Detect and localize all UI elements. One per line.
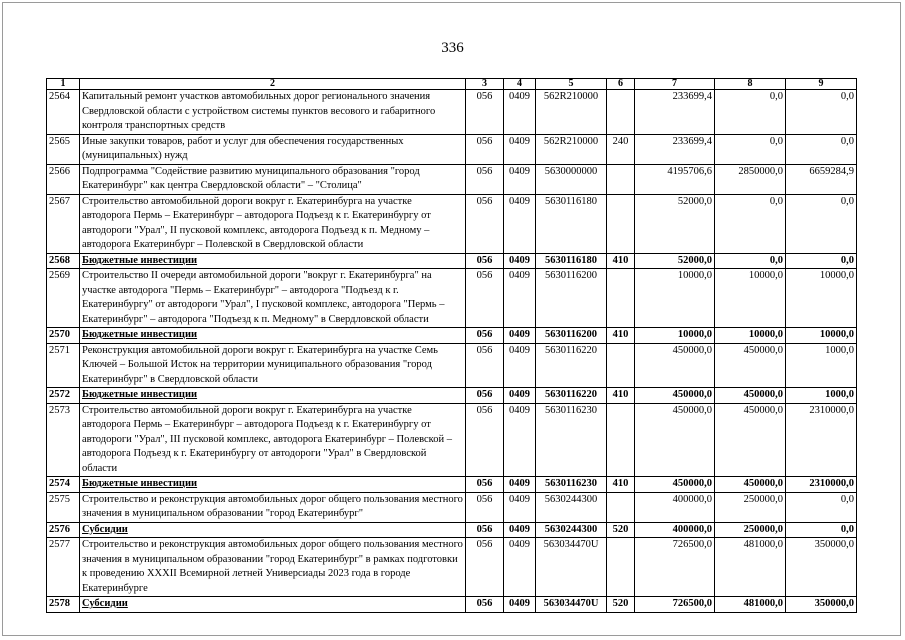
table-row: [47, 477, 857, 493]
row-amount-7: 450000,0: [635, 403, 715, 477]
row-code-expense-type: [607, 538, 635, 597]
row-code-ministry: 056: [466, 388, 504, 404]
row-amount-9: 2310000,0: [786, 477, 857, 493]
row-amount-8: 450000,0: [715, 343, 786, 388]
row-code-target: 5630116220: [536, 388, 607, 404]
row-code-expense-type: [607, 269, 635, 328]
row-code-expense-type: 520: [607, 597, 635, 613]
row-number: 2578: [47, 597, 80, 613]
row-amount-7: 10000,0: [635, 269, 715, 328]
row-code-section: 0409: [504, 194, 536, 253]
row-code-section: 0409: [504, 269, 536, 328]
row-code-section: 0409: [504, 403, 536, 477]
row-code-ministry: 056: [466, 403, 504, 477]
row-code-expense-type: [607, 164, 635, 194]
row-code-expense-type: [607, 492, 635, 522]
row-name: Строительство автомобильной дороги вокруг г. Екатеринбурга на участке автодорога Пермь – Екатеринбург – автодорога Подъезд к г. Екатеринбургу от автодороги "Урал", II пусковой комплекс, автодорога Подъезд к п. Медному – автодорога Екатеринбург – Полевской в Свердловской области: [80, 194, 466, 253]
row-amount-7: 726500,0: [635, 597, 715, 613]
row-code-expense-type: 410: [607, 253, 635, 269]
row-number: 2569: [47, 269, 80, 328]
budget-table: [46, 78, 857, 613]
row-code-section: 0409: [504, 164, 536, 194]
row-code-section: 0409: [504, 388, 536, 404]
row-code-expense-type: 240: [607, 134, 635, 164]
row-amount-9: 1000,0: [786, 343, 857, 388]
row-code-ministry: 056: [466, 343, 504, 388]
row-amount-7: 52000,0: [635, 194, 715, 253]
column-header-6: 6: [607, 79, 635, 90]
row-number: 2567: [47, 194, 80, 253]
row-code-target: 5630116220: [536, 343, 607, 388]
row-code-section: 0409: [504, 328, 536, 344]
row-code-section: 0409: [504, 477, 536, 493]
row-name: Строительство II очереди автомобильной дороги "вокруг г. Екатеринбурга" на участке автодорога "Пермь – Екатеринбург" – автодорога "Подъезд к г. Екатеринбургу" от автодороги "Урал", I пусковой комплекс, автодорога "Пермь – Екатеринбург" – автодорога "Подъезд к п. Медному" в Свердловской области: [80, 269, 466, 328]
row-number: 2568: [47, 253, 80, 269]
row-amount-8: 0,0: [715, 194, 786, 253]
row-code-section: 0409: [504, 538, 536, 597]
row-code-target: 5630244300: [536, 522, 607, 538]
row-name: Субсидии: [80, 597, 466, 613]
column-header-9: 9: [786, 79, 857, 90]
row-amount-9: 2310000,0: [786, 403, 857, 477]
row-amount-7: 10000,0: [635, 328, 715, 344]
row-number: 2571: [47, 343, 80, 388]
table-row: [47, 522, 857, 538]
row-code-ministry: 056: [466, 164, 504, 194]
row-amount-8: 250000,0: [715, 522, 786, 538]
row-amount-8: 450000,0: [715, 477, 786, 493]
row-amount-7: 233699,4: [635, 134, 715, 164]
row-code-ministry: 056: [466, 597, 504, 613]
row-amount-9: 0,0: [786, 253, 857, 269]
row-number: 2564: [47, 90, 80, 135]
table-row: [47, 269, 857, 328]
row-code-ministry: 056: [466, 269, 504, 328]
row-code-section: 0409: [504, 597, 536, 613]
column-header-3: 3: [466, 79, 504, 90]
row-code-ministry: 056: [466, 477, 504, 493]
row-code-expense-type: 410: [607, 328, 635, 344]
row-amount-8: 450000,0: [715, 388, 786, 404]
row-code-ministry: 056: [466, 328, 504, 344]
row-code-target: 5630116200: [536, 328, 607, 344]
row-name: Строительство и реконструкция автомобильных дорог общего пользования местного значения в муниципальном образовании "город Екатеринбург": [80, 492, 466, 522]
row-code-section: 0409: [504, 90, 536, 135]
row-amount-8: 250000,0: [715, 492, 786, 522]
table-row: [47, 328, 857, 344]
row-code-expense-type: 520: [607, 522, 635, 538]
table-row: [47, 597, 857, 613]
row-amount-7: 400000,0: [635, 522, 715, 538]
row-amount-9: 350000,0: [786, 538, 857, 597]
row-amount-9: 6659284,9: [786, 164, 857, 194]
row-name: Бюджетные инвестиции: [80, 477, 466, 493]
table-row: [47, 90, 857, 135]
row-code-expense-type: 410: [607, 477, 635, 493]
row-code-ministry: 056: [466, 194, 504, 253]
row-amount-9: 350000,0: [786, 597, 857, 613]
row-code-target: 563034470U: [536, 597, 607, 613]
row-number: 2573: [47, 403, 80, 477]
row-code-expense-type: [607, 194, 635, 253]
column-header-4: 4: [504, 79, 536, 90]
row-name: Строительство и реконструкция автомобильных дорог общего пользования местного значения в муниципальном образовании "город Екатеринбург" в рамках подготовки к проведению XXXII Всемирной летней Универсиады 2023 года в городе Екатеринбурге: [80, 538, 466, 597]
row-amount-9: 0,0: [786, 90, 857, 135]
row-amount-8: 0,0: [715, 253, 786, 269]
row-number: 2565: [47, 134, 80, 164]
row-code-target: 5630000000: [536, 164, 607, 194]
row-number: 2577: [47, 538, 80, 597]
row-code-ministry: 056: [466, 492, 504, 522]
row-amount-8: 481000,0: [715, 538, 786, 597]
table-row: [47, 253, 857, 269]
row-code-ministry: 056: [466, 538, 504, 597]
row-amount-9: 1000,0: [786, 388, 857, 404]
row-amount-8: 450000,0: [715, 403, 786, 477]
row-amount-9: 0,0: [786, 492, 857, 522]
row-amount-9: 0,0: [786, 522, 857, 538]
row-amount-7: 400000,0: [635, 492, 715, 522]
row-code-expense-type: [607, 90, 635, 135]
table-row: [47, 492, 857, 522]
row-code-section: 0409: [504, 134, 536, 164]
column-header-1: 1: [47, 79, 80, 90]
row-amount-8: 10000,0: [715, 269, 786, 328]
row-code-target: 5630116200: [536, 269, 607, 328]
row-code-target: 5630116180: [536, 194, 607, 253]
row-name: Бюджетные инвестиции: [80, 253, 466, 269]
row-code-target: 562R210000: [536, 90, 607, 135]
row-number: 2566: [47, 164, 80, 194]
row-amount-8: 481000,0: [715, 597, 786, 613]
row-name: Бюджетные инвестиции: [80, 388, 466, 404]
row-code-expense-type: [607, 403, 635, 477]
row-code-ministry: 056: [466, 134, 504, 164]
page-number: 336: [441, 40, 464, 56]
table-row: [47, 164, 857, 194]
table-body: [47, 90, 857, 613]
row-amount-9: 10000,0: [786, 328, 857, 344]
row-name: Бюджетные инвестиции: [80, 328, 466, 344]
row-amount-7: 450000,0: [635, 477, 715, 493]
row-amount-9: 0,0: [786, 134, 857, 164]
row-amount-7: 4195706,6: [635, 164, 715, 194]
row-code-target: 5630116230: [536, 403, 607, 477]
header-row: [47, 79, 857, 90]
table-row: [47, 538, 857, 597]
row-number: 2575: [47, 492, 80, 522]
column-header-2: 2: [80, 79, 466, 90]
row-number: 2574: [47, 477, 80, 493]
row-code-section: 0409: [504, 343, 536, 388]
row-name: Реконструкция автомобильной дороги вокруг г. Екатеринбурга на участке Семь Ключей – Большой Исток на территории муниципального образования "город Екатеринбург" в Свердловской области: [80, 343, 466, 388]
row-code-target: 5630244300: [536, 492, 607, 522]
row-code-expense-type: [607, 343, 635, 388]
row-amount-8: 2850000,0: [715, 164, 786, 194]
table-row: [47, 388, 857, 404]
column-header-5: 5: [536, 79, 607, 90]
row-amount-9: 10000,0: [786, 269, 857, 328]
table-row: [47, 134, 857, 164]
table-row: [47, 194, 857, 253]
row-name: Иные закупки товаров, работ и услуг для обеспечения государственных (муниципальных) нужд: [80, 134, 466, 164]
row-code-target: 5630116180: [536, 253, 607, 269]
row-amount-8: 0,0: [715, 134, 786, 164]
row-amount-9: 0,0: [786, 194, 857, 253]
row-code-target: 5630116230: [536, 477, 607, 493]
row-amount-8: 0,0: [715, 90, 786, 135]
row-code-ministry: 056: [466, 90, 504, 135]
row-code-target: 562R210000: [536, 134, 607, 164]
row-name: Капитальный ремонт участков автомобильных дорог регионального значения Свердловской области с устройством системы пунктов весового и габаритного контроля транспортных средств: [80, 90, 466, 135]
row-code-section: 0409: [504, 492, 536, 522]
row-amount-7: 450000,0: [635, 388, 715, 404]
column-header-8: 8: [715, 79, 786, 90]
row-code-ministry: 056: [466, 253, 504, 269]
row-amount-7: 52000,0: [635, 253, 715, 269]
table-row: [47, 403, 857, 477]
row-name: Строительство автомобильной дороги вокруг г. Екатеринбурга на участке автодорога Пермь – Екатеринбург – автодорога Подъезд к г. Екатеринбургу от автодороги "Урал", III пусковой комплекс, автодорога Екатеринбург – Полевской – автодорога Подъезд к г. Екатеринбургу от автодороги "Урал" в Свердловской области: [80, 403, 466, 477]
table-row: [47, 343, 857, 388]
row-amount-7: 450000,0: [635, 343, 715, 388]
row-name: Подпрограмма "Содействие развитию муниципального образования "город Екатеринбург" как центра Свердловской области" – "Столица": [80, 164, 466, 194]
row-number: 2576: [47, 522, 80, 538]
row-number: 2570: [47, 328, 80, 344]
row-code-ministry: 056: [466, 522, 504, 538]
row-amount-8: 10000,0: [715, 328, 786, 344]
row-name: Субсидии: [80, 522, 466, 538]
row-code-target: 563034470U: [536, 538, 607, 597]
row-amount-7: 233699,4: [635, 90, 715, 135]
row-code-expense-type: 410: [607, 388, 635, 404]
column-header-7: 7: [635, 79, 715, 90]
row-amount-7: 726500,0: [635, 538, 715, 597]
row-number: 2572: [47, 388, 80, 404]
row-code-section: 0409: [504, 253, 536, 269]
row-code-section: 0409: [504, 522, 536, 538]
